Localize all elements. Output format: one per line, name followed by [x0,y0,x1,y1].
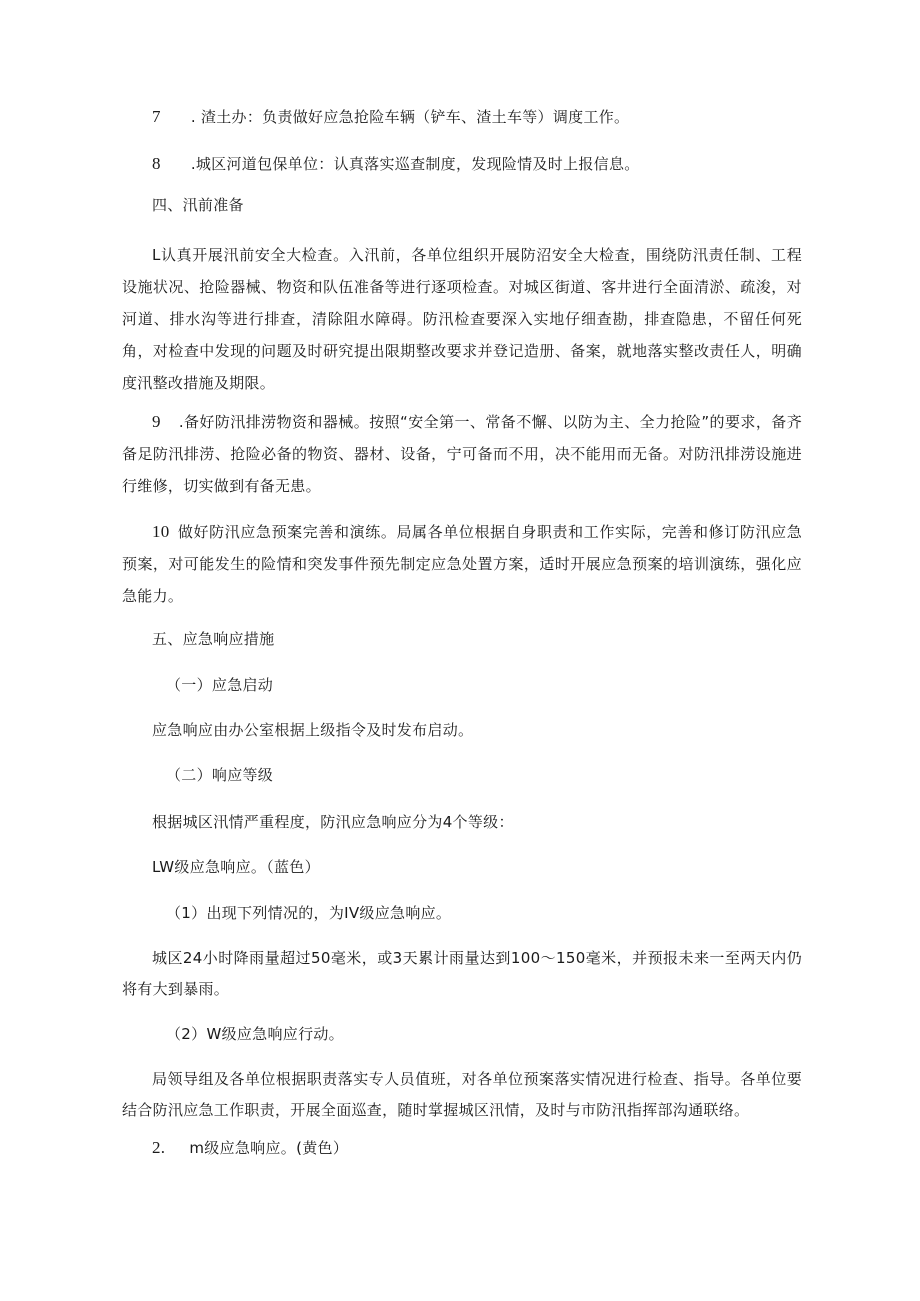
level-4-condition: （1）出现下列情况的，为IV级应急响应。 [166,904,452,922]
section-4-heading: 四、汛前准备 [152,196,244,214]
level-4-action: （2）W级应急响应行动。 [166,1025,344,1043]
subsection-2-heading: （二）响应等级 [166,766,274,784]
section-4-paragraph-3 [122,516,802,612]
level-4-action-text: 局领导组及各单位根据职责落实专人员值班，对各单位预案落实情况进行检查、指导。各单位要结合防汛应急工作职责，开展全面巡查，随时掌握城区汛情，及时与市防汛指挥部沟通联络。 [122,1070,802,1119]
level-3-title [152,1140,348,1156]
paragraph-2-number: 9 [152,412,161,431]
paragraph-3-number: 10 [152,522,170,541]
item-7 [152,109,629,125]
level-3-title-text: m级应急响应。(黄色） [189,1139,349,1157]
item-8 [152,156,640,172]
subsection-2-text: 根据城区汛情严重程度，防汛应急响应分为4个等级： [152,813,514,831]
section-5-heading: 五、应急响应措施 [152,630,275,648]
item-8-number: 8 [152,154,161,173]
item-8-text: .城区河道包保单位：认真落实巡查制度，发现险情及时上报信息。 [190,155,640,173]
level-4-title: LW级应急响应。（蓝色） [152,858,320,876]
section-4-paragraph-2 [122,406,802,502]
subsection-1-heading: （一）应急启动 [166,676,274,694]
item-7-number: 7 [152,107,161,126]
section-4-paragraph-1: L认真开展汛前安全大检查。入汛前，各单位组织开展防沼安全大检查，围绕防汛责任制、工程设施状况、抢险器械、物资和队伍准备等进行逐项检查。对城区街道、客井进行全面清淤、疏浚，对河道、排水沟等进行排查，清除阻水障碍。防汛检查要深入实地仔细查勘，排查隐患，不留任何死角，对检查中发现的问题及时研究提出限期整改要求并登记造册、备案，就地落实整改责任人，明确度汛整改措施及期限。 [122,246,802,392]
item-7-text: . 渣土办：负责做好应急抢险车辆（铲车、渣土车等）调度工作。 [190,108,630,126]
level-4-condition-text: 城区24小时降雨量超过50毫米，或3天累计雨量达到100～150毫米，并预报未来一至两天内仍将有大到暴雨。 [122,949,802,998]
paragraph-3-text: 做好防汛应急预案完善和演练。局属各单位根据自身职责和工作实际，完善和修订防汛应急预案，对可能发生的险情和突发事件预先制定应急处置方案，适时开展应急预案的培训演练，强化应急能力。 [122,523,802,605]
level-3-number: 2. [152,1138,166,1157]
paragraph-2-text: .备好防汛排涝物资和器械。按照“安全第一、常备不懈、以防为主、全力抢险”的要求，备齐备足防汛排涝、抢险必备的物资、器材、设备，宁可备而不用，决不能用而无备。对防汛排涝设施进行维修，切实做到有备无患。 [122,413,802,495]
subsection-1-text: 应急响应由办公室根据上级指令及时发布启动。 [152,721,474,739]
